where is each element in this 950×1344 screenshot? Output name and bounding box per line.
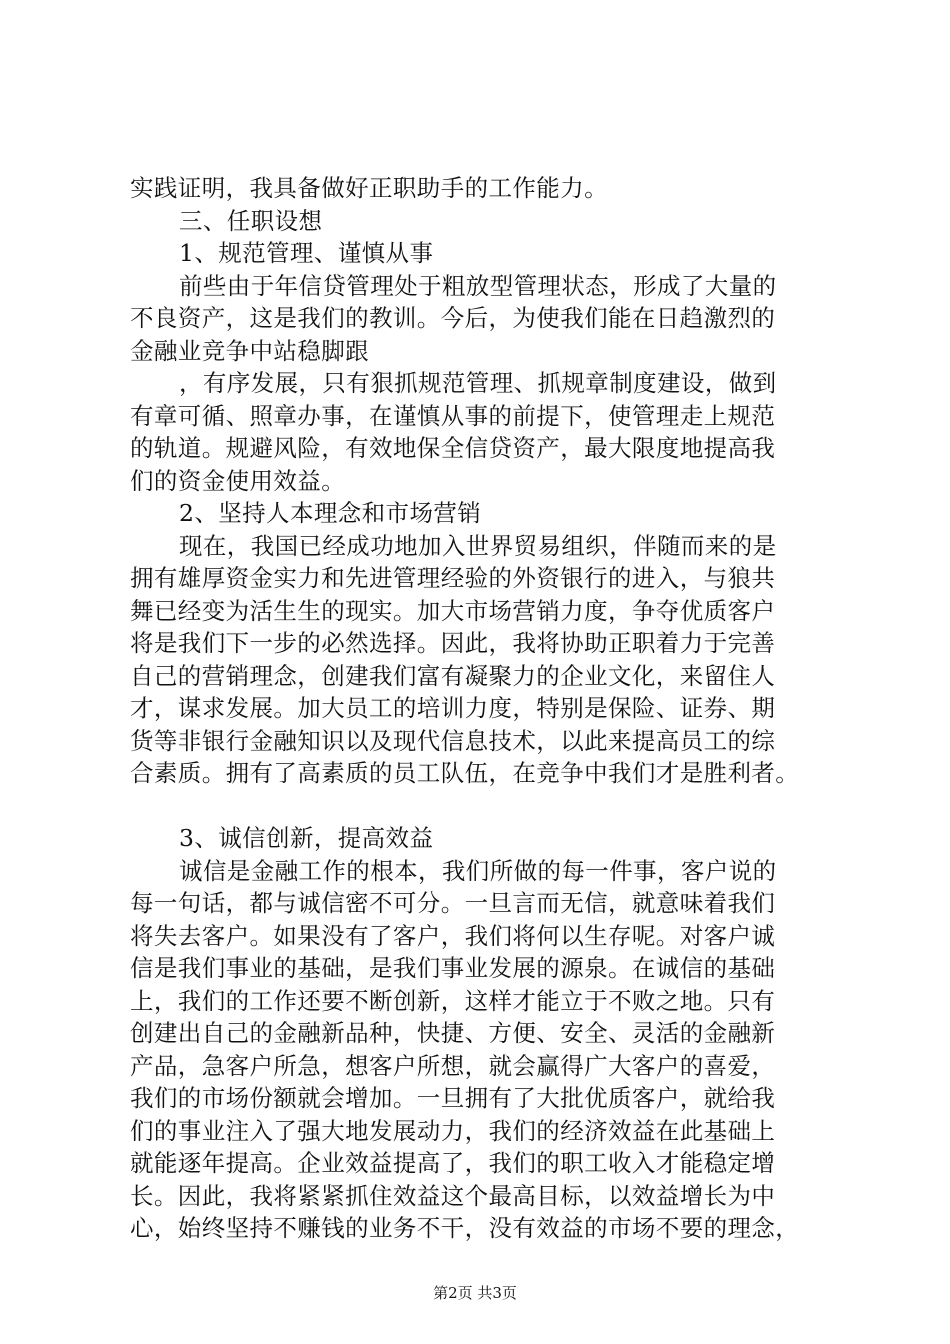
page-footer: 第2页 共3页 [433,1284,517,1302]
text-line: 我们的市场份额就会增加。一旦拥有了大批优质客户，就给我 [130,1084,776,1112]
text-line: 创建出自己的金融新品种，快捷、方便、安全、灵活的金融新 [130,1019,776,1047]
text-line: 产品，急客户所急，想客户所想，就会赢得广大客户的喜爱， [130,1051,776,1080]
text-line: 长。因此，我将紧紧抓住效益这个最高目标，以效益增长为中 [130,1181,776,1210]
text-line: 就能逐年提高。企业效益提高了，我们的职工收入才能稳定增 [130,1149,776,1177]
text-line: 信是我们事业的基础，是我们事业发展的源泉。在诚信的基础 [130,954,776,982]
text-line: 诚信是金融工作的根本，我们所做的每一件事，客户说的 [179,856,777,885]
text-line: 自己的营销理念，创建我们富有凝聚力的企业文化，来留住人 [130,661,776,690]
blank-line [130,790,840,823]
text-line: 不良资产，这是我们的教训。今后，为使我们能在日趋激烈的 [130,304,776,332]
text-line: 上，我们的工作还要不断创新，这样才能立于不败之地。只有 [130,986,776,1015]
text-line: 拥有雄厚资金实力和先进管理经验的外资银行的进入，与狼共 [130,564,776,592]
text-line: 们的资金使用效益。 [130,466,346,495]
text-line: 三、任职设想 [179,206,323,235]
text-line: 心，始终坚持不赚钱的业务不干，没有效益的市场不要的理念， [130,1214,800,1242]
text-line: 们的事业注入了强大地发展动力，我们的经济效益在此基础上 [130,1116,776,1145]
text-line: 金融业竞争中站稳脚跟 [130,336,369,365]
text-line: 将失去客户。如果没有了客户，我们将何以生存呢。对客户诚 [130,921,776,950]
text-line: 每一句话，都与诚信密不可分。一旦言而无信，就意味着我们 [130,889,776,917]
text-line: 货等非银行金融知识以及现代信息技术，以此来提高员工的综 [130,726,776,755]
text-line: ，有序发展，只有狠抓规范管理、抓规章制度建设，做到 [179,369,777,397]
text-line: 实践证明，我具备做好正职助手的工作能力。 [130,174,608,202]
text-line: 3、诚信创新，提高效益 [179,824,434,852]
text-line: 的轨道。规避风险，有效地保全信贷资产，最大限度地提高我 [130,434,776,462]
text-line: 才，谋求发展。加大员工的培训力度，特别是保险、证券、期 [130,694,776,722]
text-line: 前些由于年信贷管理处于粗放型管理状态，形成了大量的 [179,271,777,300]
text-line: 现在，我国已经成功地加入世界贸易组织，伴随而来的是 [179,531,777,560]
text-line: 将是我们下一步的必然选择。因此，我将协助正职着力于完善 [130,629,776,657]
text-line: 舞已经变为活生生的现实。加大市场营销力度，争夺优质客户 [130,596,776,625]
text-line: 有章可循、照章办事，在谨慎从事的前提下，使管理走上规范 [130,401,776,430]
text-line: 2、坚持人本理念和市场营销 [179,499,482,527]
text-line: 1、规范管理、谨慎从事 [179,239,434,267]
text-line: 合素质。拥有了高素质的员工队伍，在竞争中我们才是胜利者。 [130,759,800,787]
document-body [130,172,840,1245]
